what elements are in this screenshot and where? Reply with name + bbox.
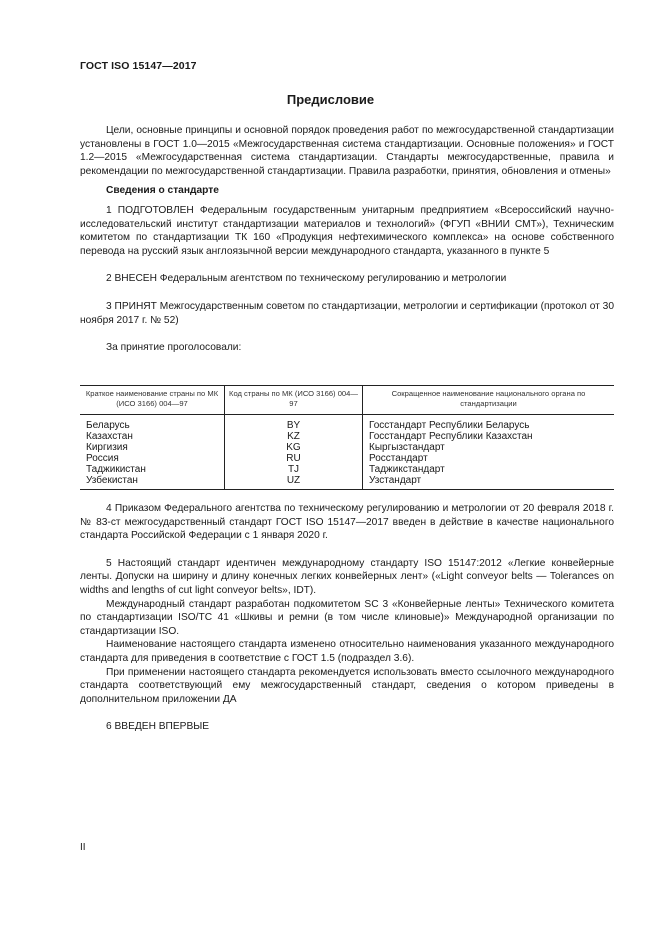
page-number: II [80,842,86,853]
country-name: Россия [86,453,119,464]
country-code: UZ [225,475,363,490]
country-code: KZ [225,431,363,442]
table-header-row [80,386,614,415]
table-header-code: Код страны по МК (ИСО 3166) 004—97 [225,386,363,415]
item-introduced: 2 ВНЕСЕН Федеральным агентством по техническому регулированию и метрологии [106,273,507,285]
standards-body: Росстандарт [363,453,615,464]
document-number: ГОСТ ISO 15147—2017 [80,60,197,72]
intro-block [80,124,614,355]
country-code: KG [225,442,363,453]
country-name: Казахстан [86,431,133,442]
country-name: Киргизия [86,442,128,453]
item-identical: 5 Настоящий стандарт идентичен международному стандарту ISO 15147:2012 «Легкие конвейерные ленты. Допуски на ширину и длину конечных легких конвейерных лент» («Light conveyor belts — Tolerances on widths and lengths of cut light conveyor belts», IDT). [80,557,614,596]
table-row [80,431,614,442]
country-code: TJ [225,464,363,475]
standards-body: Таджикстандарт [363,464,615,475]
voted-label: За принятие проголосовали: [106,342,242,354]
item-first: 6 ВВЕДЕН ВПЕРВЫЕ [106,721,210,733]
voting-countries-table [80,385,614,490]
page-title: Предисловие [286,92,375,107]
table-header-body: Сокращенное наименование национального органа по стандартизации [363,386,615,415]
item-identical-ref: При применении настоящего стандарта рекомендуется использовать вместо ссылочного международного стандарта соответствующий ему межгосударственный стандарт, сведения о котором приведены в дополнительном приложении ДА [80,666,614,705]
table-row [80,475,614,490]
item-adopted: 3 ПРИНЯТ Межгосударственным советом по стандартизации, метрологии и сертификации (протокол от 30 ноября 2017 г. № 52) [80,300,614,326]
item-order: 4 Приказом Федерального агентства по техническому регулированию и метрологии от 20 февраля 2018 г. № 83-ст межгосударственный стандарт ГОСТ ISO 15147—2017 введен в действие в качестве национального стандарта Российской Федерации с 1 января 2020 г. [80,503,614,542]
table-row [80,442,614,453]
country-name: Узбекистан [80,475,225,490]
standards-body: Кыргызстандарт [363,442,615,453]
item-prepared: 1 ПОДГОТОВЛЕН Федеральным государственным унитарным предприятием «Всероссийский научно-исследовательский институт стандартизации материалов и технологий» (ФГУП «ВНИИ СМТ»), Техническим комитетом по стандартизации ТК 160 «Продукция нефтехимического комплекса» на основе собственного перевода на русский язык англоязычной версии международного стандарта, указанного в пункте 5 [80,204,614,257]
intro-paragraph: Цели, основные принципы и основной порядок проведения работ по межгосударственной стандартизации установлены в ГОСТ 1.0—2015 «Межгосударственная система стандартизации. Основные положения» и ГОСТ 1.2—2015 «Межгосударственная система стандартизации. Стандарты межгосударственные, правила и рекомендации по межгосударственной стандартизации. Правила разработки, принятия, обновления и отмены» [80,125,614,177]
table-row [80,453,614,464]
item-identical-dev: Международный стандарт разработан подкомитетом SC 3 «Конвейерные ленты» Технического комитета по стандартизации ISO/TC 41 «Шкивы и ремни (в том числе клиновые)» Международной организации по стандартизации ISO. [80,598,614,637]
standards-body: Узстандарт [363,475,615,490]
country-code: RU [225,453,363,464]
country-name: Беларусь [86,420,130,431]
section-heading: Сведения о стандарте [106,185,219,197]
table-header-country: Краткое наименование страны по МК (ИСО 3166) 004—97 [80,386,225,415]
country-code: BY [225,415,363,432]
table-row [80,464,614,475]
items-block [80,502,614,734]
standards-body: Госстандарт Республики Беларусь [363,415,615,432]
item-identical-name: Наименование настоящего стандарта изменено относительно наименования указанного международного стандарта для приведения в соответствие с ГОСТ 1.5 (подраздел 3.6). [80,639,614,664]
country-name: Таджикистан [86,464,146,475]
standards-body: Госстандарт Республики Казахстан [363,431,615,442]
table-row [80,415,614,432]
